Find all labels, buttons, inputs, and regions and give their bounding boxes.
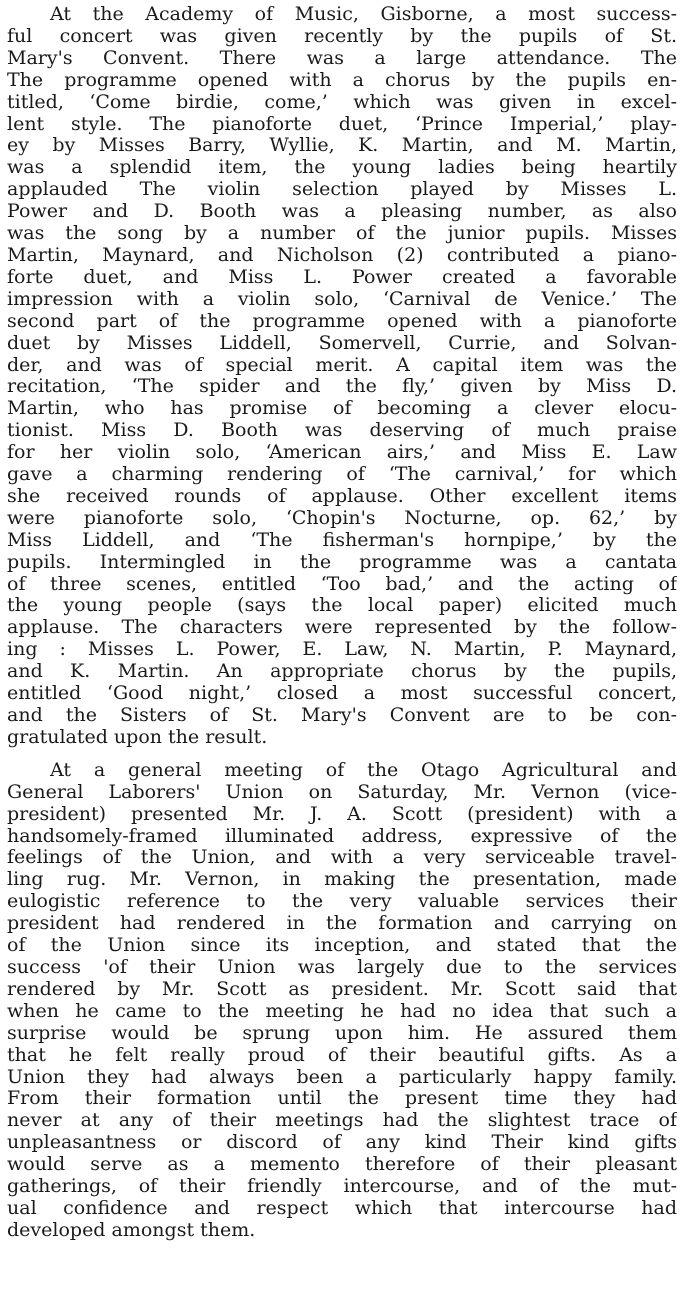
text-line: Miss Liddell, and ‘The fisherman's hornpipe,’ by the: [7, 529, 677, 551]
text-line: gatherings, of their friendly intercourse, and of the mut-: [7, 1176, 677, 1198]
text-line: feelings of the Union, and with a very serviceable travel-: [7, 847, 677, 869]
text-line: second part of the programme opened with a pianoforte: [7, 310, 677, 332]
text-line: surprise would be sprung upon him. He assured them: [7, 1022, 677, 1044]
text-line: der, and was of special merit. A capital item was the: [7, 354, 677, 376]
text-line: titled, ‘Come birdie, come,’ which was given in excel-: [7, 91, 677, 113]
text-line: president had rendered in the formation and carrying on: [7, 913, 677, 935]
text-line: success 'of their Union was largely due to the services: [7, 956, 677, 978]
text-line: was the song by a number of the junior pupils. Misses: [7, 223, 677, 245]
text-line: forte duet, and Miss L. Power created a favorable: [7, 266, 677, 288]
text-line: gratulated upon the result.: [7, 726, 268, 748]
text-line: she received rounds of applause. Other excellent items: [7, 485, 677, 507]
text-line: of three scenes, entitled ‘Too bad,’ and the acting of: [7, 573, 677, 595]
text-line: pupils. Intermingled in the programme was a cantata: [7, 551, 677, 573]
text-line: ling rug. Mr. Vernon, in making the presentation, made: [7, 869, 677, 891]
text-line: ey by Misses Barry, Wyllie, K. Martin, and M. Martin,: [7, 135, 677, 157]
text-line: duet by Misses Liddell, Somervell, Currie, and Solvan-: [7, 332, 677, 354]
text-line: recitation, ‘The spider and the fly,’ given by Miss D.: [7, 376, 677, 398]
text-line: gave a charming rendering of ‘The carnival,’ for which: [7, 464, 677, 486]
text-line: General Laborers' Union on Saturday, Mr. Vernon (vice-: [7, 781, 677, 803]
text-line: Martin, Maynard, and Nicholson (2) contributed a piano-: [7, 244, 677, 266]
article-paragraph-union-meeting: [7, 760, 677, 1242]
text-line: and K. Martin. An appropriate chorus by the pupils,: [7, 661, 677, 683]
paragraph-gap: [7, 749, 677, 760]
text-line: applause. The characters were represented by the follow-: [7, 617, 677, 639]
text-line: Martin, who has promise of becoming a clever elocu-: [7, 398, 677, 420]
text-line: ful concert was given recently by the pupils of St.: [7, 25, 677, 47]
text-line: The programme opened with a chorus by the pupils en-: [7, 69, 677, 91]
text-line: From their formation until the present time they had: [7, 1088, 677, 1110]
text-line: ing : Misses L. Power, E. Law, N. Martin, P. Maynard,: [7, 639, 677, 661]
text-line: applauded The violin selection played by Misses L.: [7, 179, 677, 201]
text-line: handsomely-framed illuminated address, expressive of the: [7, 825, 677, 847]
text-line: Power and D. Booth was a pleasing number, as also: [7, 201, 677, 223]
article-paragraph-academy-concert: [7, 4, 677, 749]
text-line: were pianoforte solo, ‘Chopin's Nocturne, op. 62,’ by: [7, 507, 677, 529]
text-line: entitled ‘Good night,’ closed a most successful concert,: [7, 683, 677, 705]
text-line: that he felt really proud of their beautiful gifts. As a: [7, 1044, 677, 1066]
text-line: would serve as a memento therefore of their pleasant: [7, 1154, 677, 1176]
text-line: president) presented Mr. J. A. Scott (president) with a: [7, 803, 677, 825]
text-line: unpleasantness or discord of any kind Their kind gifts: [7, 1132, 677, 1154]
text-line: for her violin solo, ‘American airs,’ and Miss E. Law: [7, 442, 677, 464]
text-line: developed amongst them.: [7, 1219, 256, 1241]
text-line: rendered by Mr. Scott as president. Mr. Scott said that: [7, 978, 677, 1000]
text-line: never at any of their meetings had the slightest trace of: [7, 1110, 677, 1132]
text-line: and the Sisters of St. Mary's Convent are to be con-: [7, 705, 677, 726]
text-line: of the Union since its inception, and stated that the: [7, 935, 677, 957]
text-line: Union they had always been a particularly happy family.: [7, 1066, 677, 1088]
text-line: the young people (says the local paper) elicited much: [7, 595, 677, 617]
text-line: At a general meeting of the Otago Agricultural and: [50, 759, 677, 781]
text-line: Mary's Convent. There was a large attendance. The: [7, 47, 677, 69]
text-line: impression with a violin solo, ‘Carnival de Venice.’ The: [7, 288, 677, 310]
text-line: lent style. The pianoforte duet, ‘Prince Imperial,’ play-: [7, 113, 677, 135]
text-line: when he came to the meeting he had no idea that such a: [7, 1000, 677, 1022]
text-line: At the Academy of Music, Gisborne, a most success-: [50, 4, 677, 25]
text-line: eulogistic reference to the very valuable services their: [7, 891, 677, 913]
text-line: ual confidence and respect which that intercourse had: [7, 1197, 677, 1219]
text-line: tionist. Miss D. Booth was deserving of much praise: [7, 420, 677, 442]
text-line: was a splendid item, the young ladies being heartily: [7, 157, 677, 179]
